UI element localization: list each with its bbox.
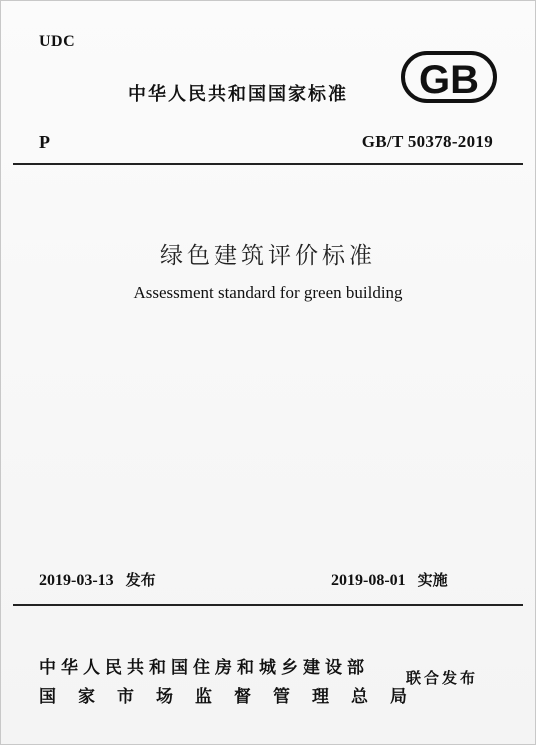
udc-label: UDC: [39, 33, 76, 50]
implement-date: 2019-08-01: [331, 572, 406, 589]
implement-date-block: [331, 569, 448, 590]
classification-code: P: [39, 132, 50, 152]
implement-label: 实施: [417, 571, 448, 589]
title-english: Assessment standard for green building: [133, 283, 403, 302]
joint-issue-label: 联合发布: [406, 669, 479, 687]
title-chinese: 绿色建筑评价标准: [160, 243, 376, 269]
issue-date: 2019-03-13: [39, 572, 114, 589]
top-divider: [13, 163, 523, 165]
issuer-ministry: 中华人民共和国住房和城乡建设部: [39, 658, 369, 678]
standard-number: GB/T 50378-2019: [361, 132, 493, 151]
issue-date-block: [39, 569, 156, 590]
gb-logo: [401, 49, 497, 105]
bottom-divider: [13, 604, 523, 606]
issuer-administration: 国家市场监督管理总局: [39, 687, 429, 707]
gb-logo-text: GB: [419, 58, 479, 102]
issue-label: 发布: [125, 571, 156, 589]
national-standard-heading: 中华人民共和国国家标准: [128, 84, 348, 105]
